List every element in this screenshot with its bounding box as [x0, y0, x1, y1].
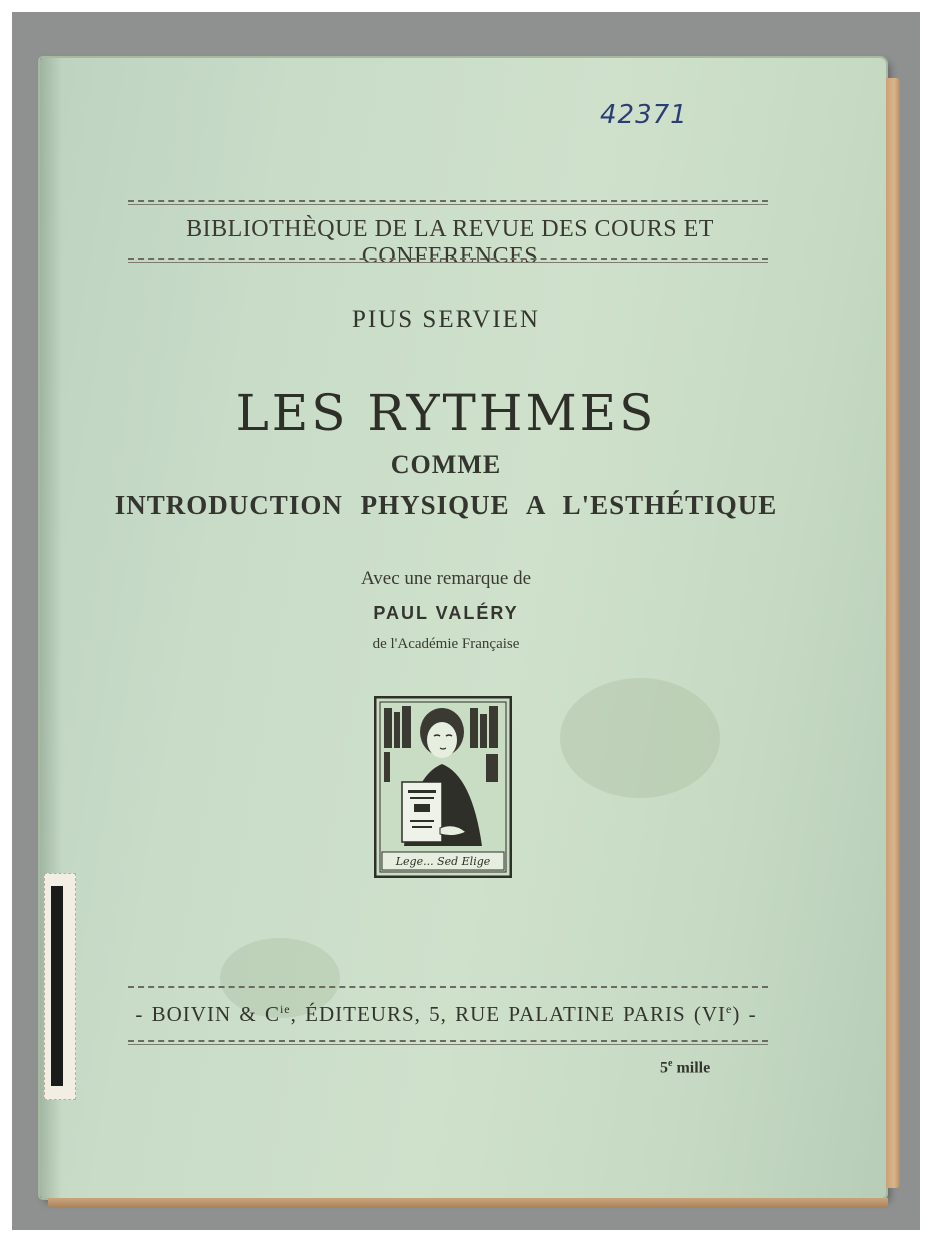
rule-bottom-lower — [128, 1040, 768, 1042]
publisher-emblem — [374, 696, 512, 878]
publisher-superscript: ie — [279, 1002, 291, 1016]
collection-title: BIBLIOTHÈQUE DE LA REVUE DES COURS ET CONFERENCES — [186, 216, 714, 269]
edition-word: mille — [672, 1059, 711, 1077]
publisher-address: , ÉDITEURS, 5, RUE PALATINE PARIS (VI — [290, 1002, 727, 1026]
subtitle-line-1: COMME — [390, 450, 502, 479]
edition-superscript: e — [668, 1058, 673, 1069]
author-name: PIUS SERVIEN — [352, 306, 540, 333]
library-label-sticker — [44, 873, 76, 1100]
emblem-motto: Lege... Sed Elige — [395, 855, 491, 868]
publisher-prefix: - BOIVIN & C — [135, 1002, 280, 1026]
rule-top-upper — [128, 200, 768, 202]
book-cover — [40, 58, 886, 1198]
remark-intro: Avec une remarque de — [360, 568, 532, 589]
cover-edge-bottom — [48, 1198, 888, 1208]
publisher-line — [40, 1002, 852, 1027]
publisher-suffix: ) - — [732, 1002, 757, 1026]
rule-bottom-upper — [128, 986, 768, 988]
emblem-illustration — [374, 696, 512, 878]
contributor-affiliation: de l'Académie Française — [372, 636, 520, 652]
contributor-name: PAUL VALÉRY — [373, 603, 519, 623]
edition-number: 5 — [660, 1059, 668, 1077]
handwritten-call-number: 42371 — [600, 100, 688, 130]
cover-edge-right — [886, 78, 900, 1188]
book-title: LES RYTHMES — [235, 384, 657, 442]
cover-stain — [560, 678, 720, 798]
subtitle-line-2: INTRODUCTION PHYSIQUE A L'ESTHÉTIQUE — [114, 490, 778, 520]
edition-note — [660, 1058, 710, 1077]
rule-top-lower — [128, 258, 768, 260]
publisher-arrondissement-superscript: e — [726, 1002, 733, 1016]
